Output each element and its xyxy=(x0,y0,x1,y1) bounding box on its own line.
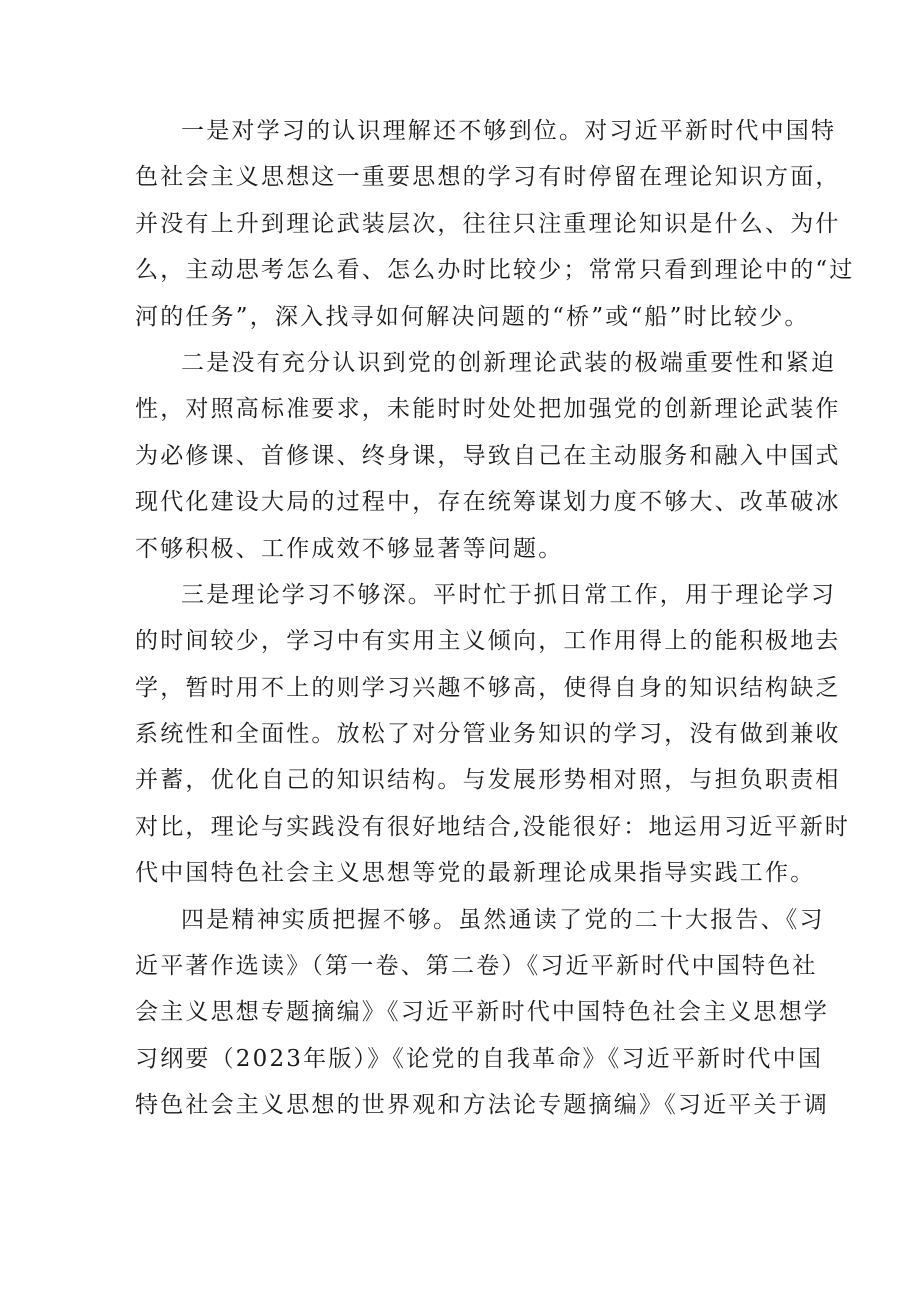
paragraph-2 xyxy=(135,340,841,572)
text-line: 现代化建设大局的过程中，存在统筹谋划力度不够大、改革破冰 xyxy=(135,489,841,516)
text-line: 为必修课、首修课、终身课，导致自己在主动服务和融入中国式 xyxy=(135,442,841,469)
text-line: 会主义思想专题摘编》《习近平新时代中国特色社会主义思想学 xyxy=(135,999,830,1026)
text-line: 性，对照高标准要求，未能时时处处把加强党的创新理论武装作 xyxy=(135,396,841,423)
text-line: 四是精神实质把握不够。虽然通读了党的二十大报告、《习 xyxy=(181,906,825,933)
text-line: 系统性和全面性。放松了对分管业务知识的学习，没有做到兼收 xyxy=(135,721,841,748)
text-line: 习纲要（2023年版）》《论党的自我革命》《习近平新时代中国 xyxy=(135,1045,824,1072)
paragraph-1 xyxy=(135,108,855,340)
text-line: 近平著作选读》（第一卷、第二卷）《习近平新时代中国特色社 xyxy=(135,953,818,980)
document-body xyxy=(135,108,855,1129)
text-line: 一是对学习的认识理解还不够到位。对习近平新时代中国特 xyxy=(181,118,837,144)
text-line: 的时间较少，学习中有实用主义倾向，工作用得上的能积极地去 xyxy=(135,628,841,655)
text-line: 代中国特色社会主义思想等党的最新理论成果指导实践工作。 xyxy=(135,860,816,887)
text-line: 河的任务”，深入找寻如何解决问题的“桥”或“船”时比较少。 xyxy=(135,303,810,330)
text-line: 学，暂时用不上的则学习兴趣不够高，使得自身的知识结构缺乏 xyxy=(135,674,841,701)
paragraph-4 xyxy=(135,897,830,1129)
text-line: 特色社会主义思想的世界观和方法论专题摘编》《习近平关于调 xyxy=(135,1092,830,1119)
text-line: 色社会主义思想这一重要思想的学习有时停留在理论知识方面， xyxy=(135,164,841,191)
text-line: 三是理论学习不够深。平时忙于抓日常工作，用于理论学习 xyxy=(181,581,837,608)
text-line: 并没有上升到理论武装层次，往往只注重理论知识是什么、为什 xyxy=(135,210,841,237)
text-line: 对比，理论与实践没有很好地结合,没能很好：地运用习近平新时 xyxy=(135,813,851,840)
text-line: 并蓄，优化自己的知识结构。与发展形势相对照，与担负职责相 xyxy=(135,767,841,794)
paragraph-3 xyxy=(135,572,851,897)
text-line: 二是没有充分认识到党的创新理论武装的极端重要性和紧迫 xyxy=(181,349,837,376)
text-line: 不够积极、工作成效不够显著等问题。 xyxy=(135,535,564,562)
text-line: 么，主动思考怎么看、怎么办时比较少；常常只看到理论中的“过 xyxy=(135,257,855,284)
